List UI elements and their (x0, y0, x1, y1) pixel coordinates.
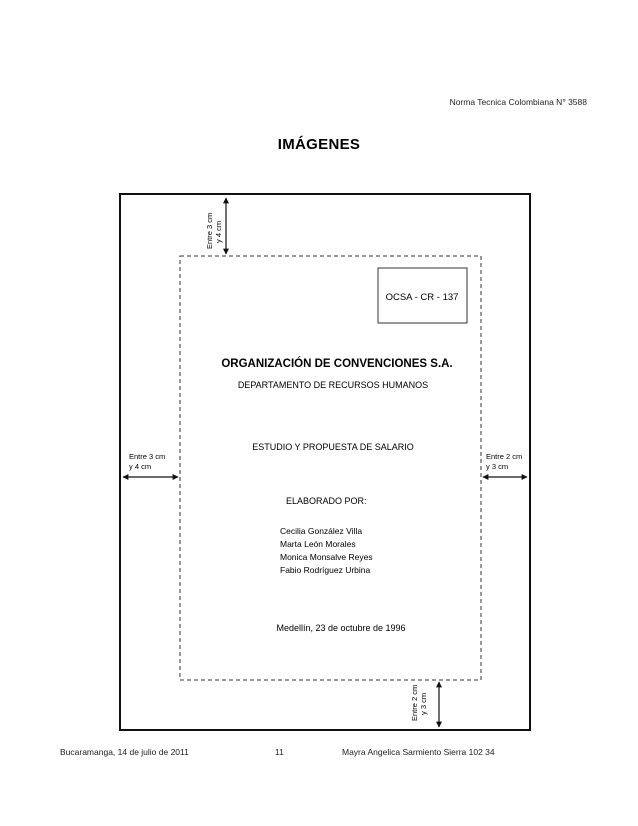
section-title: IMÁGENES (277, 136, 361, 153)
author-name: Fabio Rodríguez Urbina (280, 565, 371, 575)
bottom-margin-label-1: Entre 2 cm (410, 684, 419, 721)
bottom-margin-label-2: y 3 cm (419, 692, 428, 715)
top-margin-label-2: y 4 cm (214, 220, 223, 243)
study-title: ESTUDIO Y PROPUESTA DE SALARIO (252, 442, 414, 452)
organization-name: ORGANIZACIÓN DE CONVENCIONES S.A. (221, 358, 453, 370)
top-margin-label-1: Entre 3 cm (205, 212, 214, 249)
place-date: Medellín, 23 de octubre de 1996 (276, 623, 406, 633)
footer-page-number: 11 (275, 747, 284, 757)
right-margin-label-2: y 3 cm (486, 462, 509, 471)
author-name: Marta León Morales (280, 539, 356, 549)
footer-author: Mayra Angelica Sarmiento Sierra 102 34 (342, 747, 495, 757)
department-name: DEPARTAMENTO DE RECURSOS HUMANOS (237, 380, 429, 390)
prepared-by-label: ELABORADO POR: (286, 496, 367, 506)
left-margin-label-1: Entre 3 cm (129, 452, 166, 461)
author-name: Monica Monsalve Reyes (280, 552, 373, 562)
content-area-dashed (180, 256, 481, 680)
left-margin-label-2: y 4 cm (129, 462, 152, 471)
header-note: Norma Tecnica Colombiana N° 3588 (449, 97, 587, 107)
author-name: Cecilia González Villa (280, 526, 363, 536)
margin-diagram (119, 193, 531, 731)
code-box-text: OCSA - CR - 137 (385, 292, 459, 303)
right-margin-label-1: Entre 2 cm (486, 452, 523, 461)
footer-location-date: Bucaramanga, 14 de julio de 2011 (60, 747, 189, 757)
margin-diagram-svg (121, 195, 529, 729)
